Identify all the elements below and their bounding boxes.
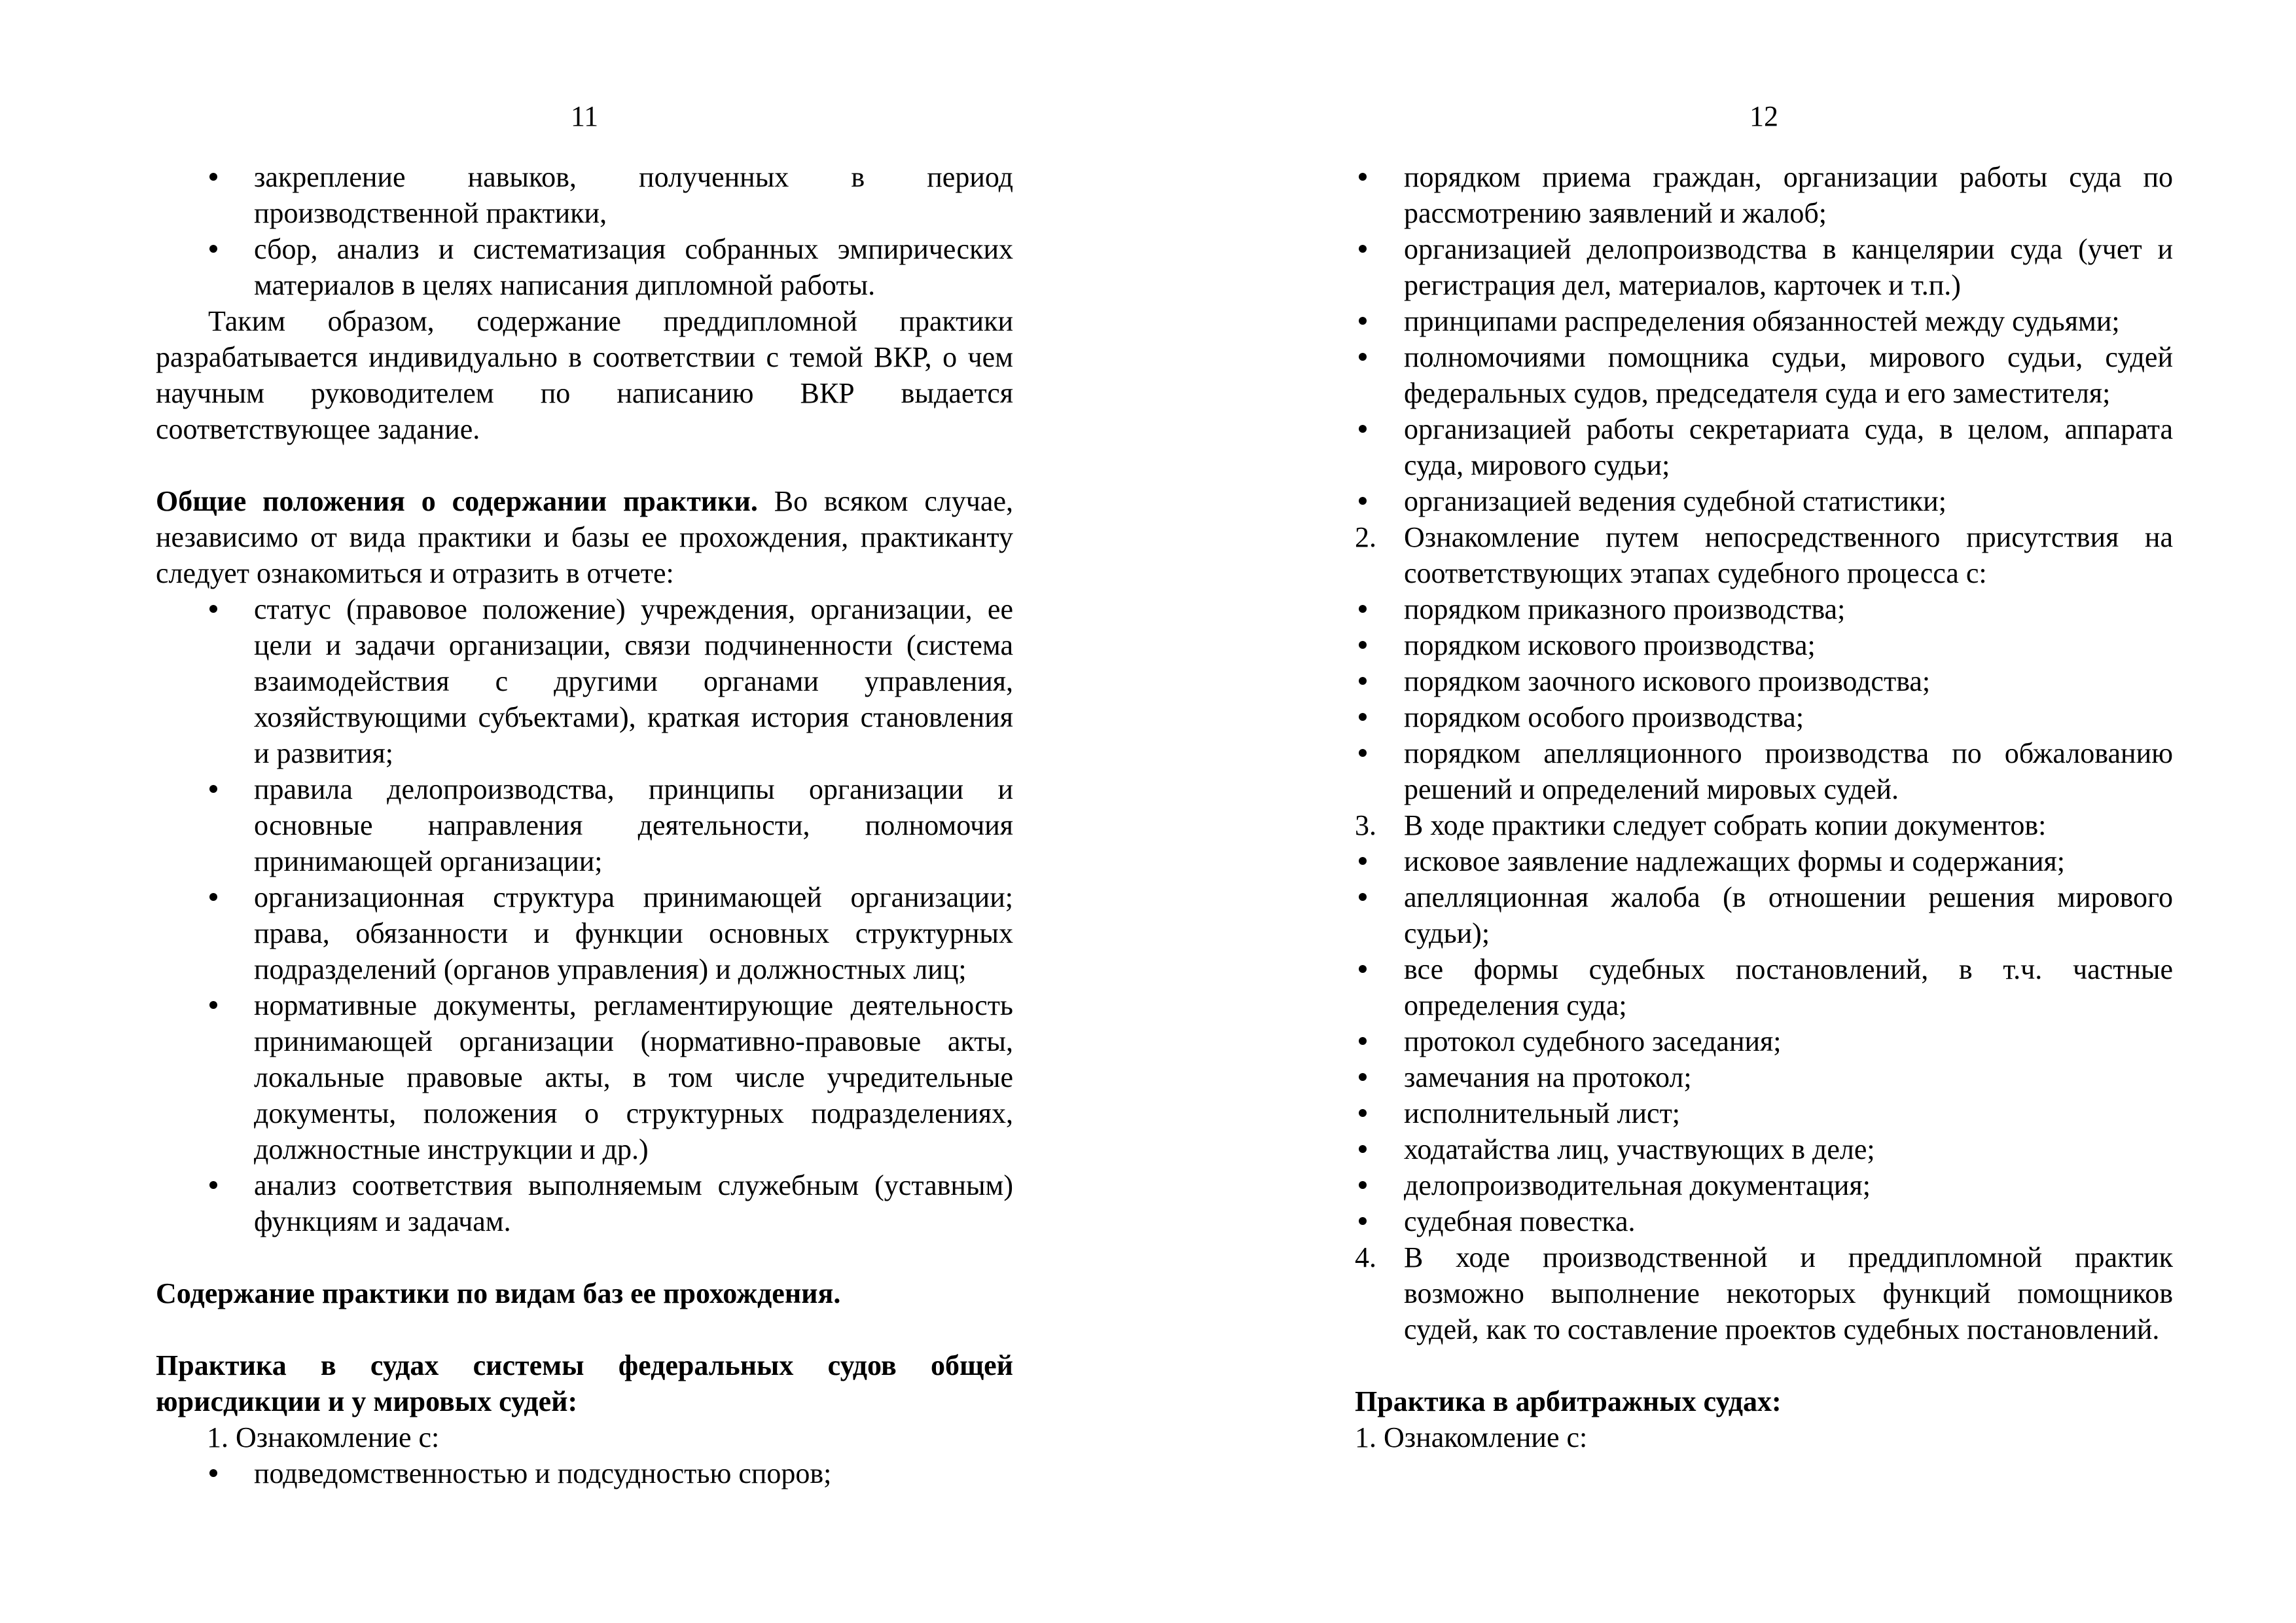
list-item: нормативные документы, регламентирующие деятельность принимающей организации (нормативно-правовые акты, локальные правовые акты, в том числе учредительные документы, положения о структурных подразделениях, должностные инструкции и др.) — [156, 987, 1013, 1167]
bullet-icon — [209, 605, 217, 613]
bullet-icon — [1359, 1145, 1367, 1153]
list-item: порядком приема граждан, организации работы суда по рассмотрению заявлений и жалоб; — [1355, 159, 2173, 231]
intro-item: 1. Ознакомление с: — [207, 1421, 440, 1453]
numbered-item-4 — [1355, 1239, 2173, 1347]
general-bullet-list — [156, 591, 1013, 1239]
list-item: исковое заявление надлежащих формы и содержания; — [1355, 843, 2173, 879]
bullet-icon — [1359, 425, 1367, 433]
bullet-list-b — [1355, 591, 2173, 807]
list-item: статус (правовое положение) учреждения, организации, ее цели и задачи организации, связи подчиненности (система взаимодействия с другими органами управления, хозяйствующими субъектами), краткая история становления и развития; — [156, 591, 1013, 771]
bullet-icon — [1359, 893, 1367, 901]
bullet-icon — [1359, 1217, 1367, 1225]
list-item: порядком особого производства; — [1355, 699, 2173, 735]
list-item: организацией работы секретариата суда, в целом, аппарата суда, мирового судьи; — [1355, 411, 2173, 483]
list-item: судебная повестка. — [1355, 1203, 2173, 1239]
bullet-icon — [1359, 641, 1367, 649]
bullet-icon — [1359, 857, 1367, 865]
list-item: подведомственностью и подсудностью споров; — [156, 1455, 1013, 1491]
bullet-icon — [209, 785, 217, 793]
list-item: ходатайства лиц, участвующих в деле; — [1355, 1131, 2173, 1167]
right-page-body — [1355, 159, 2173, 1455]
page-number-right: 12 — [1749, 100, 1778, 132]
item-text: В ходе практики следует собрать копии документов: — [1404, 809, 2047, 841]
bullet-list-a — [1355, 159, 2173, 519]
bullet-icon — [209, 173, 217, 181]
bullet-icon — [1359, 317, 1367, 325]
list-item: принципами распределения обязанностей между судьями; — [1355, 303, 2173, 339]
list-item: организацией ведения судебной статистики; — [1355, 483, 2173, 519]
list-item: правила делопроизводства, принципы организации и основные направления деятельности, полномочия принимающей организации; — [156, 771, 1013, 879]
item-number: 4. — [1355, 1241, 1376, 1273]
general-provisions-heading: Общие положения о содержании практики. — [156, 485, 758, 517]
numbered-item-3 — [1355, 807, 2173, 843]
arbitration-intro-item: 1. Ознакомление с: — [1355, 1421, 1588, 1453]
page-number-left: 11 — [570, 100, 599, 132]
left-page-body — [156, 159, 1013, 1491]
bullet-icon — [209, 893, 217, 901]
list-item: замечания на протокол; — [1355, 1059, 2173, 1095]
item-text: В ходе производственной и преддипломной практик возможно выполнение некоторых функций помощников судей, как то составление проектов судебных постановлений. — [1404, 1241, 2173, 1345]
bullet-icon — [1359, 1037, 1367, 1045]
bullet-icon — [1359, 749, 1367, 757]
item-number: 2. — [1355, 521, 1376, 553]
list-item: организационная структура принимающей организации; права, обязанности и функции основных структурных подразделений (органов управления) и должностных лиц; — [156, 879, 1013, 987]
bullet-list-c — [1355, 843, 2173, 1239]
bullet-icon — [1359, 245, 1367, 253]
bullet-icon — [1359, 1073, 1367, 1081]
list-item: организацией делопроизводства в канцелярии суда (учет и регистрация дел, материалов, карточек и т.п.) — [1355, 231, 2173, 303]
general-provisions-text: Во всяком случае, независимо от вида практики и базы ее прохождения, практиканту следует ознакомиться и отразить в отчете: — [156, 485, 1013, 589]
list-item: полномочиями помощника судьи, мирового судьи, судей федеральных судов, председателя суда и его заместителя; — [1355, 339, 2173, 411]
list-item: порядком апелляционного производства по обжалованию решений и определений мировых судей. — [1355, 735, 2173, 807]
arbitration-heading: Практика в арбитражных судах: — [1355, 1385, 1782, 1417]
list-item: порядком приказного производства; — [1355, 591, 2173, 627]
list-item: порядком заочного искового производства; — [1355, 663, 2173, 699]
list-item: протокол судебного заседания; — [1355, 1023, 2173, 1059]
bullet-icon — [1359, 713, 1367, 721]
list-item: сбор, анализ и систематизация собранных эмпирических материалов в целях написания дипломной работы. — [156, 231, 1013, 303]
list-item: анализ соответствия выполняемым служебным (уставным) функциям и задачам. — [156, 1167, 1013, 1239]
bullet-icon — [1359, 353, 1367, 361]
bullet-icon — [1359, 965, 1367, 973]
list-item: все формы судебных постановлений, в т.ч. частные определения суда; — [1355, 951, 2173, 1023]
numbered-item-2 — [1355, 519, 2173, 591]
list-item: делопроизводительная документация; — [1355, 1167, 2173, 1203]
list-item: закрепление навыков, полученных в период производственной практики, — [156, 159, 1013, 231]
list-item: порядком искового производства; — [1355, 627, 2173, 663]
bullet-icon — [209, 245, 217, 253]
top-bullet-list — [156, 159, 1013, 303]
bullet-icon — [209, 1001, 217, 1009]
list-item: апелляционная жалоба (в отношении решения мирового судьи); — [1355, 879, 2173, 951]
bullet-icon — [1359, 1109, 1367, 1117]
bullet-icon — [1359, 1181, 1367, 1189]
bullet-icon — [1359, 497, 1367, 505]
bullet-icon — [209, 1469, 217, 1477]
summary-paragraph: Таким образом, содержание преддипломной практики разрабатывается индивидуально в соответствии с темой ВКР, о чем научным руководителем по написанию ВКР выдается соответствующее задание. — [156, 305, 1013, 445]
bullet-icon — [1359, 605, 1367, 613]
item-number: 3. — [1355, 809, 1376, 841]
last-bullet-list — [156, 1455, 1013, 1491]
bullet-icon — [1359, 677, 1367, 685]
bases-heading: Содержание практики по видам баз ее прохождения. — [156, 1277, 841, 1309]
general-provisions-paragraph — [156, 483, 1013, 591]
item-text: Ознакомление путем непосредственного присутствия на соответствующих этапах судебного процесса с: — [1404, 521, 2173, 589]
bullet-icon — [1359, 173, 1367, 181]
courts-heading: Практика в судах системы федеральных судов общей юрисдикции и у мировых судей: — [156, 1349, 1013, 1417]
bullet-icon — [209, 1181, 217, 1189]
list-item: исполнительный лист; — [1355, 1095, 2173, 1131]
